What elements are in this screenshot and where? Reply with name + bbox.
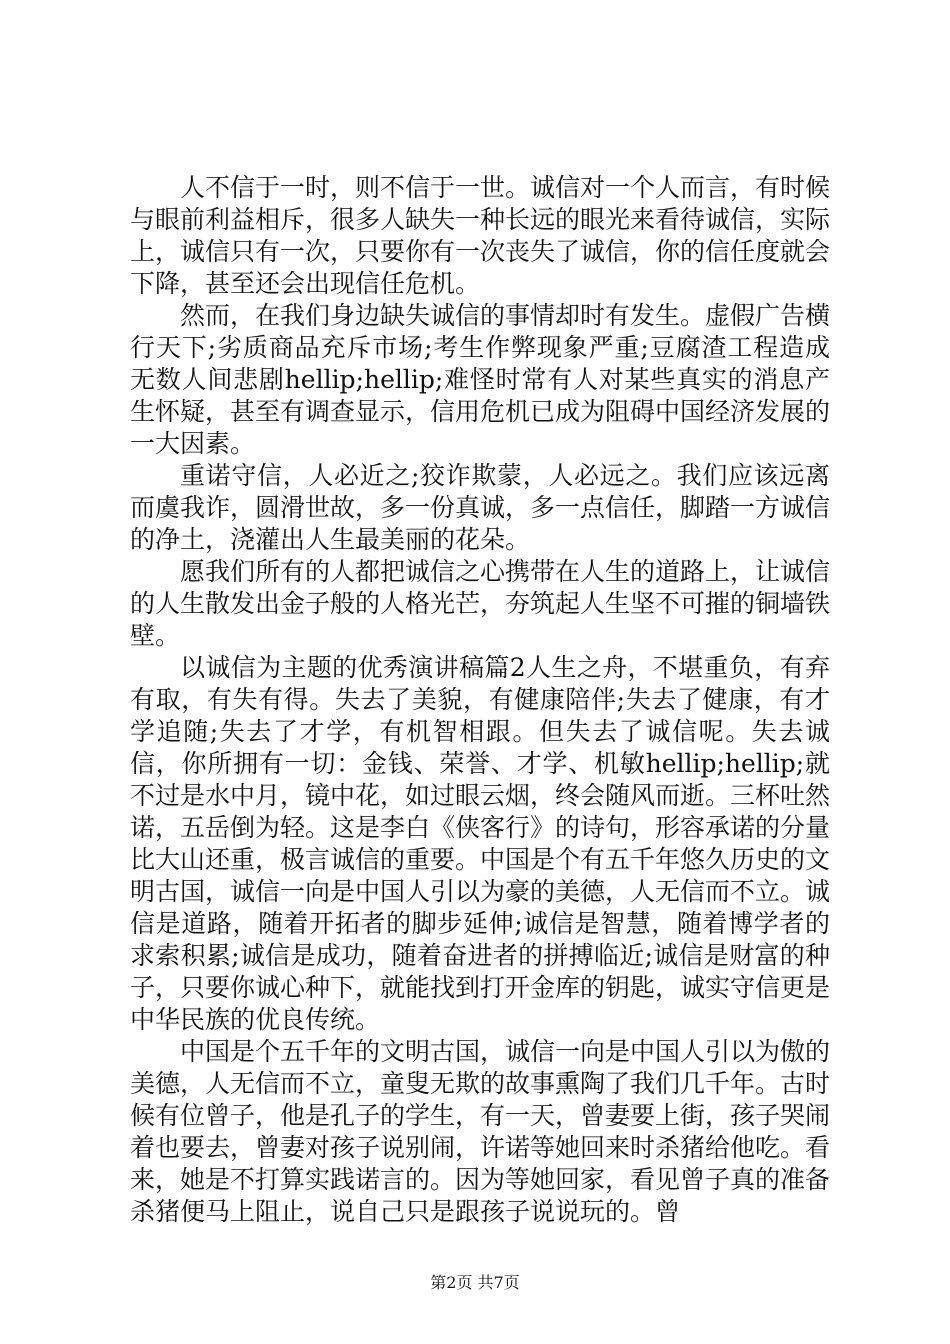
paragraph-6: 中国是个五千年的文明古国，诚信一向是中国人引以为傲的美德，人无信而不立，童叟无欺的故事熏陶了我们几千年。古时候有位曾子，他是孔子的学生，有一天，曾妻要上街，孩子哭闹着也要去，曾妻对孩子说别闹，许诺等她回来时杀猪给他吃。看来，她是不打算实践诺言的。因为等她回家，看见曾子真的准备杀猪便马上阻止，说自己只是跟孩子说说玩的。曾	[130, 1037, 831, 1226]
paragraph-4: 愿我们所有的人都把诚信之心携带在人生的道路上，让诚信的人生散发出金子般的人格光芒，夯筑起人生坚不可摧的铜墙铁壁。	[130, 557, 831, 650]
paragraph-3: 重诺守信，人必近之;狡诈欺蒙，人必远之。我们应该远离而虞我诈，圆滑世故，多一份真诚，多一点信任，脚踏一方诚信的净土，浇灌出人生最美丽的花朵。	[130, 461, 831, 554]
paragraph-2: 然而，在我们身边缺失诚信的事情却时有发生。虚假广告横行天下;劣质商品充斥市场;考生作弊现象严重;豆腐渣工程造成无数人间悲剧hellip;hellip;难怪时常有人对某些真实的消息产生怀疑，甚至有调查显示，信用危机已成为阻碍中国经济发展的一大因素。	[130, 301, 831, 458]
page-footer: 第2页 共7页	[430, 1273, 520, 1292]
paragraph-5: 以诚信为主题的优秀演讲稿篇2人生之舟，不堪重负，有弃有取，有失有得。失去了美貌，有健康陪伴;失去了健康，有才学追随;失去了才学，有机智相跟。但失去了诚信呢。失去诚信，你所拥有一切：金钱、荣誉、才学、机敏hellip;hellip;就不过是水中月，镜中花，如过眼云烟，终会随风而逝。三杯吐然诺，五岳倒为轻。这是李白《侠客行》的诗句，形容承诺的分量比大山还重，极言诚信的重要。中国是个有五千年悠久历史的文明古国，诚信一向是中国人引以为豪的美德，人无信而不立。诚信是道路，随着开拓者的脚步延伸;诚信是智慧，随着博学者的求索积累;诚信是成功，随着奋进者的拼搏临近;诚信是财富的种子，只要你诚心种下，就能找到打开金库的钥匙，诚实守信更是中华民族的优良传统。	[130, 653, 831, 1034]
paragraph-1: 人不信于一时，则不信于一世。诚信对一个人而言，有时候与眼前利益相斥，很多人缺失一种长远的眼光来看待诚信，实际上，诚信只有一次，只要你有一次丧失了诚信，你的信任度就会下降，甚至还会出现信任危机。	[130, 173, 831, 298]
body-text	[130, 172, 830, 1228]
